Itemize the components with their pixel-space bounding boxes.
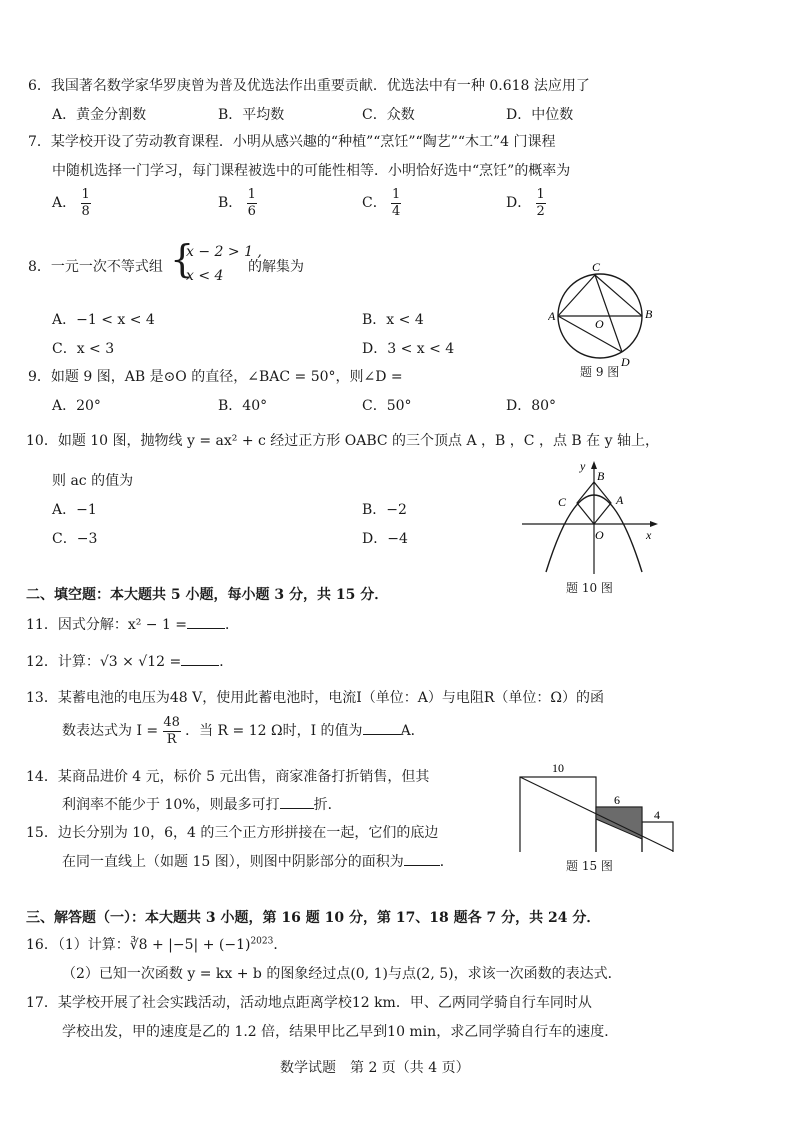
- fraction: [536, 188, 546, 218]
- q14-line2: [62, 794, 342, 814]
- q9-stem: 9．如题 9 图，AB 是⊙O 的直径，∠BAC = 50°，则∠D =: [28, 369, 403, 385]
- q13-line2: [62, 716, 425, 746]
- answer-blank[interactable]: [187, 616, 225, 629]
- q7-stem-line1: 7．某学校开设了劳动教育课程．小明从感兴趣的“种植”“烹饪”“陶艺”“木工”4 门课程: [28, 134, 556, 150]
- label-b: B: [645, 307, 653, 321]
- fraction: [163, 716, 181, 746]
- q11-end: ．: [225, 617, 240, 633]
- label-d: D: [621, 355, 630, 369]
- option-letter: B．: [218, 195, 243, 212]
- answer-blank[interactable]: [363, 722, 401, 735]
- q6-option-a: A．黄金分割数: [52, 107, 147, 123]
- numerator: 1: [247, 187, 256, 202]
- label-a: A: [616, 493, 624, 507]
- q7-option-d: [506, 188, 546, 218]
- q8-suffix: 的解集为: [248, 259, 304, 275]
- q14-text: 利润率不能少于 10%，则最多可打: [62, 797, 280, 813]
- q12: [26, 651, 233, 671]
- label-c: C: [558, 495, 567, 509]
- page-footer: 数学试题 第 2 页（共 4 页）: [280, 1060, 470, 1076]
- denominator: 4: [392, 203, 401, 219]
- option-letter: D．: [506, 195, 532, 212]
- q16-part1: [26, 934, 287, 954]
- q16-part2: （2）已知一次函数 y = kx + b 的图象经过点(0, 1)与点(2, 5)，求该一次函数的表达式．: [62, 966, 622, 982]
- answer-blank[interactable]: [181, 653, 219, 666]
- section-2-heading: 二、填空题：本大题共 5 小题，每小题 3 分，共 15 分．: [26, 587, 389, 603]
- label-o: O: [595, 317, 604, 331]
- fraction: [81, 188, 91, 218]
- label-side-10: 10: [552, 761, 564, 775]
- option-letter: C．: [362, 195, 387, 212]
- q15-end: ．: [439, 854, 454, 870]
- q17-line2: 学校出发，甲的速度是乙的 1.2 倍，结果甲比乙早到10 min，求乙同学骑自行车的速度．: [62, 1024, 619, 1040]
- label-x: x: [646, 528, 652, 542]
- q12-end: ．: [219, 654, 234, 670]
- q7-option-a: [52, 188, 91, 218]
- q6-stem: 6．我国著名数学家华罗庚曾为普及优选法作出重要贡献．优选法中有一种 0.618 法应用了: [28, 78, 590, 94]
- q13-end: A．: [400, 723, 425, 740]
- q8-option-a: A．−1 < x < 4: [52, 312, 155, 328]
- q10-stem: 10．如题 10 图，抛物线 y = ax² + c 经过正方形 OABC 的三个顶点 A ，B ，C ，点 B 在 y 轴上，: [26, 433, 659, 449]
- q9-option-c: C．50°: [362, 398, 412, 414]
- figure-9-caption: 题 9 图: [580, 365, 620, 379]
- numerator: 1: [392, 187, 401, 202]
- q16-part1-end: ．: [273, 937, 288, 953]
- q11-text: 11．因式分解：x² − 1 =: [26, 617, 188, 633]
- q8-option-b: B．x < 4: [362, 312, 424, 328]
- fraction: [247, 188, 257, 218]
- figure-15-caption: 题 15 图: [566, 859, 613, 873]
- q9-option-d: D．80°: [506, 398, 557, 414]
- q13-text: ．当 R = 12 Ω时，I 的值为: [185, 723, 363, 740]
- denominator: 6: [247, 203, 256, 219]
- q7-option-c: [362, 188, 401, 218]
- q8-option-d: D．3 < x < 4: [362, 341, 455, 357]
- numerator: 1: [81, 187, 90, 202]
- answer-blank[interactable]: [404, 853, 440, 866]
- label-b: B: [597, 469, 605, 483]
- fraction: [391, 188, 401, 218]
- q17-line1: 17．某学校开展了社会实践活动，活动地点距离学校12 km．甲、乙两同学骑自行车同时从: [26, 995, 592, 1011]
- q10-stem-line2: 则 ac 的值为: [52, 473, 134, 489]
- q15-line1: 15．边长分别为 10，6，4 的三个正方形拼接在一起，它们的底边: [26, 825, 439, 841]
- label-o: O: [595, 528, 604, 542]
- q14-line1: 14．某商品进价 4 元，标价 5 元出售，商家准备打折销售，但其: [26, 769, 430, 785]
- q10-option-d: D．−4: [362, 531, 408, 547]
- q8-inequality-1: x − 2 > 1 ,: [186, 244, 262, 260]
- q16-part1-text: 16．（1）计算：∛8 + |−5| + (−1): [26, 937, 251, 953]
- label-y: y: [580, 459, 586, 473]
- q6-option-b: B．平均数: [218, 107, 285, 123]
- figure-10: [520, 456, 662, 574]
- label-a: A: [548, 309, 556, 323]
- figure-15: [516, 760, 696, 852]
- q10-option-b: B．−2: [362, 502, 407, 518]
- figure-10-caption: 题 10 图: [566, 581, 613, 595]
- label-side-4: 4: [654, 808, 660, 822]
- q15-line2: [62, 851, 454, 871]
- q15-text: 在同一直线上（如题 15 图），则图中阴影部分的面积为: [62, 854, 404, 870]
- q8-prefix: 8．一元一次不等式组: [28, 259, 163, 275]
- q8-inequality-2: x < 4: [186, 268, 224, 284]
- q9-option-a: A．20°: [52, 398, 101, 414]
- q13-line1: 13．某蓄电池的电压为48 V，使用此蓄电池时，电流I（单位：A）与电阻R（单位：Ω）的函: [26, 690, 604, 706]
- q7-option-b: [218, 188, 257, 218]
- numerator: 48: [163, 715, 180, 730]
- q11: [26, 614, 239, 634]
- denominator: 2: [536, 203, 545, 219]
- option-letter: A．: [52, 195, 77, 212]
- system-brace: {: [170, 237, 195, 281]
- denominator: R: [166, 731, 177, 747]
- q8-option-c: C．x < 3: [52, 341, 115, 357]
- q12-text: 12．计算：√3 × √12 =: [26, 654, 182, 670]
- q13-text: 数表达式为 I =: [62, 723, 159, 740]
- q10-option-a: A．−1: [52, 502, 97, 518]
- answer-blank[interactable]: [280, 796, 314, 809]
- label-side-6: 6: [614, 793, 620, 807]
- q6-option-d: D．中位数: [506, 107, 574, 123]
- q9-option-b: B．40°: [218, 398, 268, 414]
- numerator: 1: [536, 187, 545, 202]
- q6-option-c: C．众数: [362, 107, 415, 123]
- label-c: C: [592, 260, 601, 274]
- q10-option-c: C．−3: [52, 531, 98, 547]
- section-3-heading: 三、解答题（一）：本大题共 3 小题，第 16 题 10 分，第 17、18 题各 7 分，共 24 分．: [26, 910, 601, 926]
- q14-end: 折．: [313, 797, 342, 813]
- q7-stem-line2: 中随机选择一门学习，每门课程被选中的可能性相等．小明恰好选中“烹饪”的概率为: [52, 163, 571, 179]
- denominator: 8: [81, 203, 90, 219]
- exponent: 2023: [250, 936, 274, 947]
